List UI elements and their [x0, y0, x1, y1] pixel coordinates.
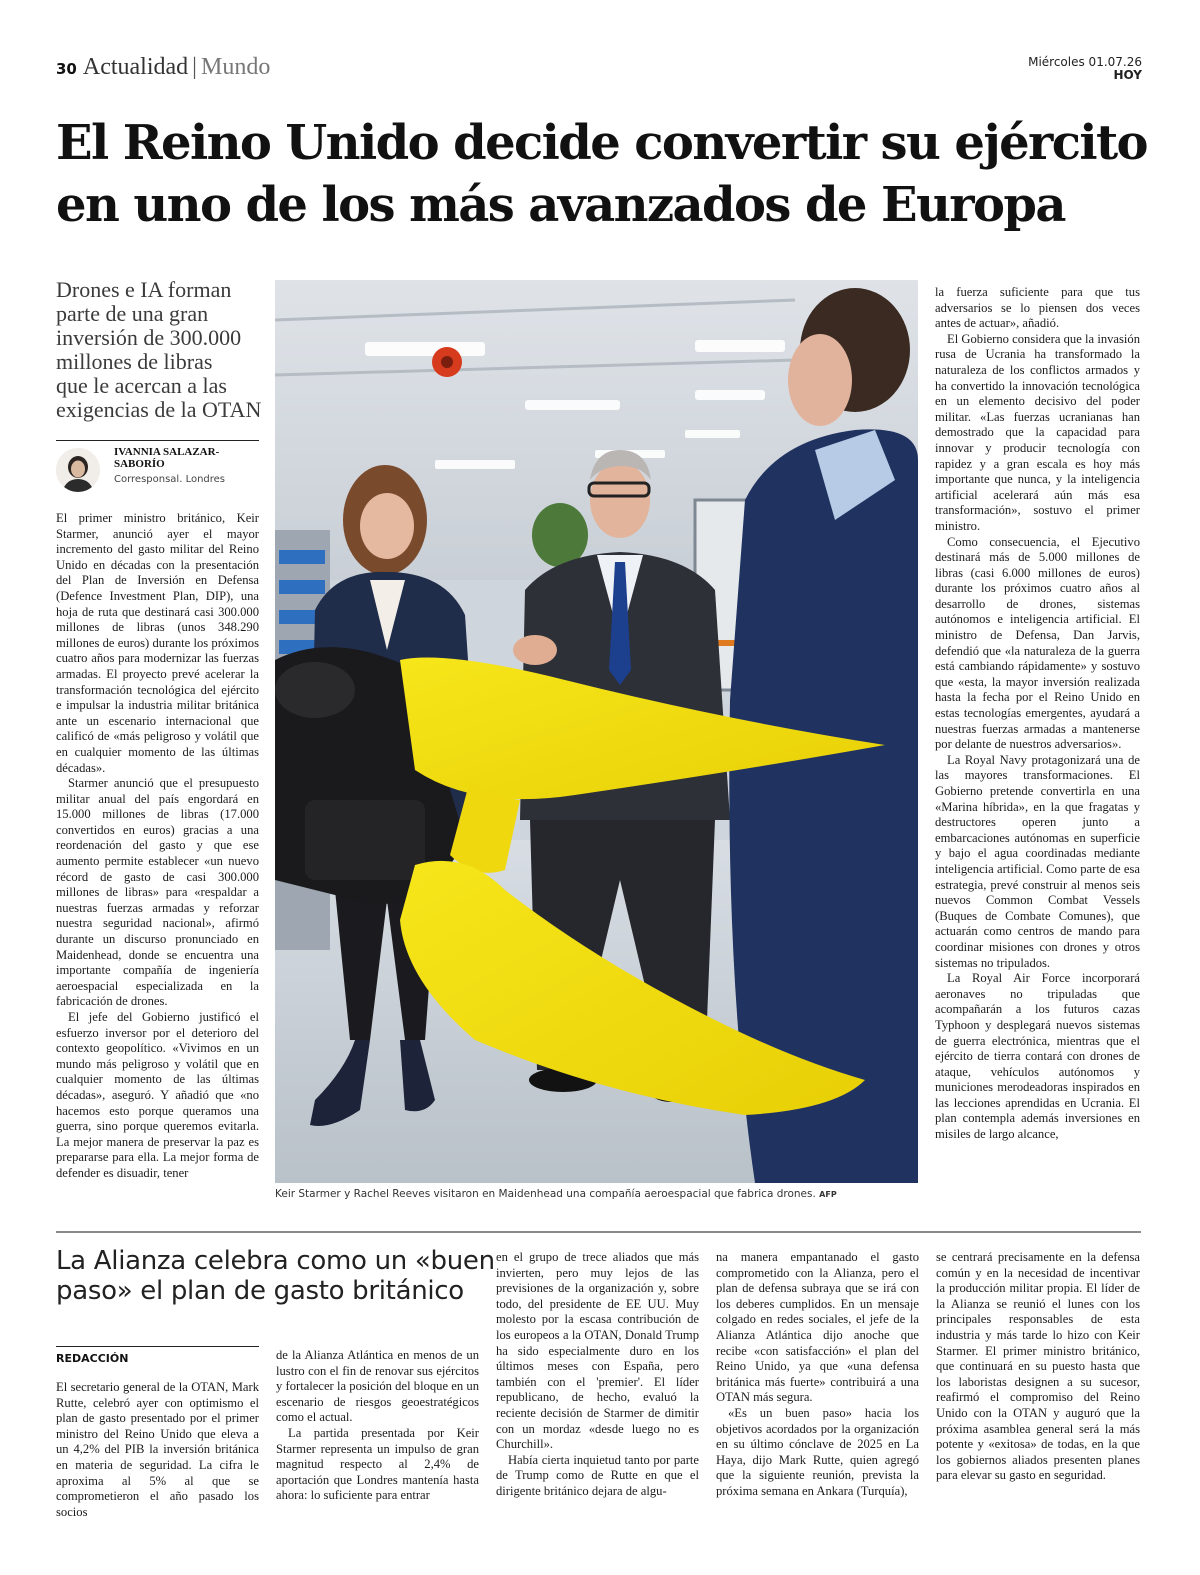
paragraph: El jefe del Gobierno justificó el esfuerzo inversor por el deterioro del contexto geopolítico. «Vivimos en un mundo más peligroso y volátil que en cualquier momento de las últimas décadas», aseguró. Y añadió que «no hacemos esto porque queramos una guerra, sino porque queremos evitarla. La mejor manera de preservar la paz es prepararse para ella. La mejor forma de defender es disuadir, tener — [56, 1010, 259, 1180]
subheadline — [56, 278, 266, 422]
paragraph: la fuerza suficiente para que tus adversarios se lo piensen dos veces antes de actuar», añadió. — [935, 285, 1140, 331]
photo-caption — [275, 1188, 918, 1200]
headline-line-2: en uno de los más avanzados de Europa — [56, 177, 1065, 233]
paragraph: Había cierta inquietud tanto por parte de Trump como de Rutte en que el dirigente británico dejara de algu- — [496, 1452, 699, 1498]
article-column-1 — [56, 511, 259, 1206]
article2-column-4 — [716, 1250, 919, 1570]
paragraph: La Royal Air Force incorporará aeronaves no tripuladas que acompañarán a los futuros cazas Typhoon y desplegará nuevos sistemas de guerra electrónica, mientras que el ejército de tierra contará con drones de ataque, vehículos autónomos y municiones merodeadoras inspirados en las lecciones aprendidas en Ucrania. El plan contempla además inversiones en misiles de largo alcance, — [935, 971, 1140, 1142]
subhead-line: parte de una gran — [56, 301, 209, 326]
subhead-line: inversión de 300.000 — [56, 325, 242, 350]
paragraph: Starmer anunció que el presupuesto militar anual del país engordará en 15.000 millones de libras (17.000 convertidos en euros) gracias a una reordenación del gasto y que ese aumento permite establecer «un nuevo récord de gasto de casi 300.000 millones de libras» para «respaldar a nuestras fuerzas armadas y reforzar nuestra seguridad nacional», afirmó durante un discurso pronunciado en Maidenhead, donde se encuentra una importante compañía de ingeniería aeroespacial especializada en la fabricación de drones. — [56, 776, 259, 1009]
subsection-name: Mundo — [200, 54, 271, 80]
paragraph: se centrará precisamente en la defensa común y en la necesidad de incentivar la producción militar propia. El líder de la Alianza se reunió el lunes con los principales responsables de esta industria y más tarde lo hizo con Keir Starmer. El primer ministro británico, que continuará en su puesto hasta que los laboristas designen a su sucesor, reafirmó el compromiso del Reino Unido con la OTAN y auguró que la próxima asamblea general será la más potente y «exitosa» de todas, en la que los gobiernos aliados presenten planes para elevar su gasto en seguridad. — [936, 1250, 1140, 1483]
byline-rule — [56, 440, 259, 441]
caption-text: Keir Starmer y Rachel Reeves visitaron en Maidenhead una compañía aeroespacial que fabrica drones. — [275, 1188, 816, 1200]
paragraph: na manera empantanado el gasto comprometido con la Alianza, pero el plan de defensa subraya que se irá con los deberes cumplidos. En un mensaje colgado en redes sociales, el jefe de la Alianza Atlántica dijo anoche que recibe «con satisfacción» el plan del Reino Unido, ya que «una defensa británica más fuerte» contribuirá a una OTAN más segura. — [716, 1250, 919, 1405]
news-photo — [275, 280, 918, 1183]
paragraph: El secretario general de la OTAN, Mark Rutte, celebró ayer con optimismo el plan de gasto presentado por el primer ministro del Reino Unido que eleva a un 4,2% del PIB la inversión británica en materia de seguridad. La cifra le aproxima al 5% al que se comprometieron el año pasado los socios — [56, 1380, 259, 1519]
article-column-3 — [935, 285, 1140, 1202]
author-avatar — [56, 448, 100, 492]
section-name: Actualidad — [82, 54, 189, 80]
date-block — [1028, 56, 1142, 82]
paragraph: El Gobierno considera que la invasión rusa de Ucrania ha transformado la naturaleza de los conflictos armados y ha convertido la innovación tecnológica en un elemento decisivo del poder militar. «Las fuerzas ucranianas han demostrado que la capacidad para innovar y producir tecnología con rapidez y a gran escala es hoy más importante que nunca, y la inteligencia artificial acelerará aún más esa transformación», sostuvo el primer ministro. — [935, 331, 1140, 533]
subhead-line: exigencias de la OTAN — [56, 397, 262, 422]
article2-column-2 — [276, 1348, 479, 1570]
headline-line-1: El Reino Unido decide convertir su ejército — [56, 115, 1147, 171]
section-separator: | — [192, 54, 197, 80]
page-number: 30 — [56, 60, 77, 78]
issue-date: Miércoles 01.07.26 — [1028, 55, 1142, 69]
subhead-line: millones de libras — [56, 349, 213, 374]
byline: REDACCIÓN — [56, 1352, 129, 1365]
article2-column-3 — [496, 1250, 699, 1570]
publication-name: HOY — [1113, 68, 1142, 82]
paragraph: en el grupo de trece aliados que más invierten, pero muy lejos de las previsiones de la organización y, sobre todo, del presidente de EE UU. Muy molesto por la escasa contribución de los europeos a la OTAN, Donald Trump ha sido especialmente duro en los últimos meses con España, pero también con el 'premier'. El líder republicano, de hecho, evaluó la reciente decisión de Starmer de dimitir con un mordaz «desde luego no es Churchill». — [496, 1250, 699, 1452]
section-header — [56, 54, 270, 81]
paragraph: «Es un buen paso» hacia los objetivos acordados por la organización en su último cónclave de 2025 en La Haya, dijo Mark Rutte, quien agregó que la siguiente reunión, prevista la próxima semana en Ankara (Turquía), — [716, 1405, 919, 1498]
section-divider — [56, 1231, 1141, 1233]
subhead-line: Drones e IA forman — [56, 277, 232, 302]
author-name: IVANNIA SALAZAR- SABORÍO — [114, 446, 220, 470]
paragraph: El primer ministro británico, Keir Starmer, anunció ayer el mayor incremento del gasto militar del Reino Unido en décadas con la presentación del Plan de Inversión en Defensa (Defence Investment Plan, DIP), una hoja de ruta que destinará casi 300.000 millones de libras (unos 348.290 millones de euros) durante los próximos cuatro años para modernizar las fuerzas armadas. El proyecto prevé acelerar la transformación tecnológica del ejército e impulsar la industria militar británica ante un escenario internacional que calificó de «más peligroso y volátil que en cualquier momento de las últimas décadas». — [56, 511, 259, 775]
byline-rule — [56, 1346, 259, 1347]
main-headline — [56, 112, 1156, 236]
subhead-line: que le acercan a las — [56, 373, 227, 398]
photo-credit: AFP — [819, 1190, 837, 1199]
paragraph: de la Alianza Atlántica en menos de un lustro con el fin de renovar sus ejércitos y fortalecer la posición del bloque en un escenario de riesgos geoestratégicos como el actual. — [276, 1348, 479, 1425]
paragraph: La Royal Navy protagonizará una de las mayores transformaciones. El Gobierno pretende convertirla en una «Marina híbrida», en la que fragatas y destructores operen junto a embarcaciones autónomas en superficie y bajo el agua coordinadas mediante inteligencia artificial. Como parte de esa estrategia, prevé construir al menos seis nuevos Common Combat Vessels (Buques de Combate Comunes), que actuarán como centros de mando para coordinar misiones con drones y otros sistemas no tripulados. — [935, 752, 1140, 970]
paragraph: Como consecuencia, el Ejecutivo destinará más de 5.000 millones de libras (casi 6.000 millones de euros) durante los próximos cuatro años al desarrollo de drones, sistemas autónomos e inteligencia artificial. El ministro de Defensa, Dan Jarvis, defendió que «la naturaleza de la guerra está cambiando rápidamente» y sostuvo que «esta, la mayor inversión realizada hasta la fecha por el Reino Unido en estas tecnologías emergentes, ayudará a nuestras fuerzas armadas a mantenerse por delante de nuestros adversarios». — [935, 534, 1140, 752]
paragraph: La partida presentada por Keir Starmer representa un impulso de gran magnitud respecto al 2,4% de aportación que Londres mantenía hasta ahora: lo suficiente para entrar — [276, 1425, 479, 1503]
author-role: Corresponsal. Londres — [114, 474, 226, 485]
secondary-headline: La Alianza celebra como un «buen paso» el plan de gasto británico — [56, 1246, 495, 1306]
article2-column-5 — [936, 1250, 1140, 1570]
article2-column-1 — [56, 1380, 259, 1570]
